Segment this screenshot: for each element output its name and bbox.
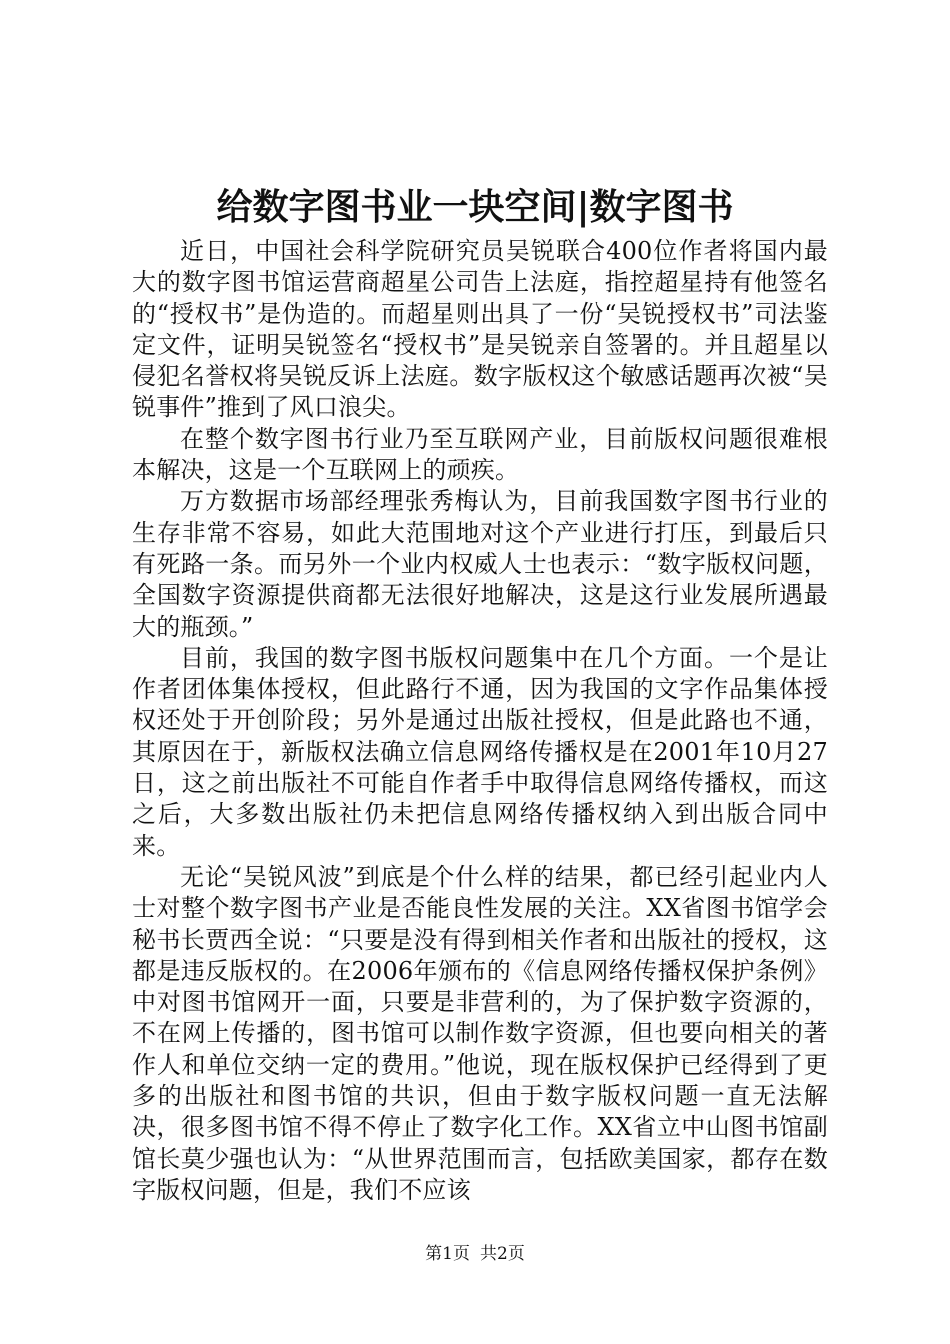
document-title: 给数字图书业一块空间|数字图书 [216, 186, 734, 228]
paragraph-3: 万方数据市场部经理张秀梅认为，目前我国数字图书行业的生存非常不容易，如此大范围地对这个产业进行打压，到最后只有死路一条。而另外一个业内权威人士也表示：“数字版权问题，全国数字资源提供商都无法很好地解决，这是这行业发展所遇最大的瓶颈。” [132, 487, 828, 641]
document-body [132, 236, 828, 1206]
paragraph-5: 无论“吴锐风波”到底是个什么样的结果，都已经引起业内人士对整个数字图书产业是否能良性发展的关注。XX省图书馆学会秘书长贾西全说：“只要是没有得到相关作者和出版社的授权，这都是违反版权的。在2006年颁布的《信息网络传播权保护条例》中对图书馆网开一面，只要是非营利的，为了保护数字资源的，不在网上传播的，图书馆可以制作数字资源，但也要向相关的著作人和单位交纳一定的费用。”他说，现在版权保护已经得到了更多的出版社和图书馆的共识，但由于数字版权问题一直无法解决，很多图书馆不得不停止了数字化工作。XX省立中山图书馆副馆长莫少强也认为：“从世界范围而言，包括欧美国家，都存在数字版权问题，但是，我们不应该 [132, 862, 828, 1204]
paragraph-4: 目前，我国的数字图书版权问题集中在几个方面。一个是让作者团体集体授权，但此路行不通，因为我国的文字作品集体授权还处于开创阶段；另外是通过出版社授权，但是此路也不通，其原因在于，新版权法确立信息网络传播权是在2001年10月27日，这之前出版社不可能自作者手中取得信息网络传播权，而这之后，大多数出版社仍未把信息网络传播权纳入到出版合同中来。 [132, 643, 828, 860]
paragraph-2: 在整个数字图书行业乃至互联网产业，目前版权问题很难根本解决，这是一个互联网上的顽疾。 [132, 424, 828, 485]
page-number: 第1页 [425, 1244, 470, 1264]
page-footer [0, 1242, 950, 1266]
paragraph-1: 近日，中国社会科学院研究员吴锐联合400位作者将国内最大的数字图书馆运营商超星公司告上法庭，指控超星持有他签名的“授权书”是伪造的。而超星则出具了一份“吴锐授权书”司法鉴定文件，证明吴锐签名“授权书”是吴锐亲自签署的。并且超星以侵犯名誉权将吴锐反诉上法庭。数字版权这个敏感话题再次被“吴锐事件”推到了风口浪尖。 [132, 237, 828, 422]
page-total: 共2页 [480, 1244, 525, 1264]
